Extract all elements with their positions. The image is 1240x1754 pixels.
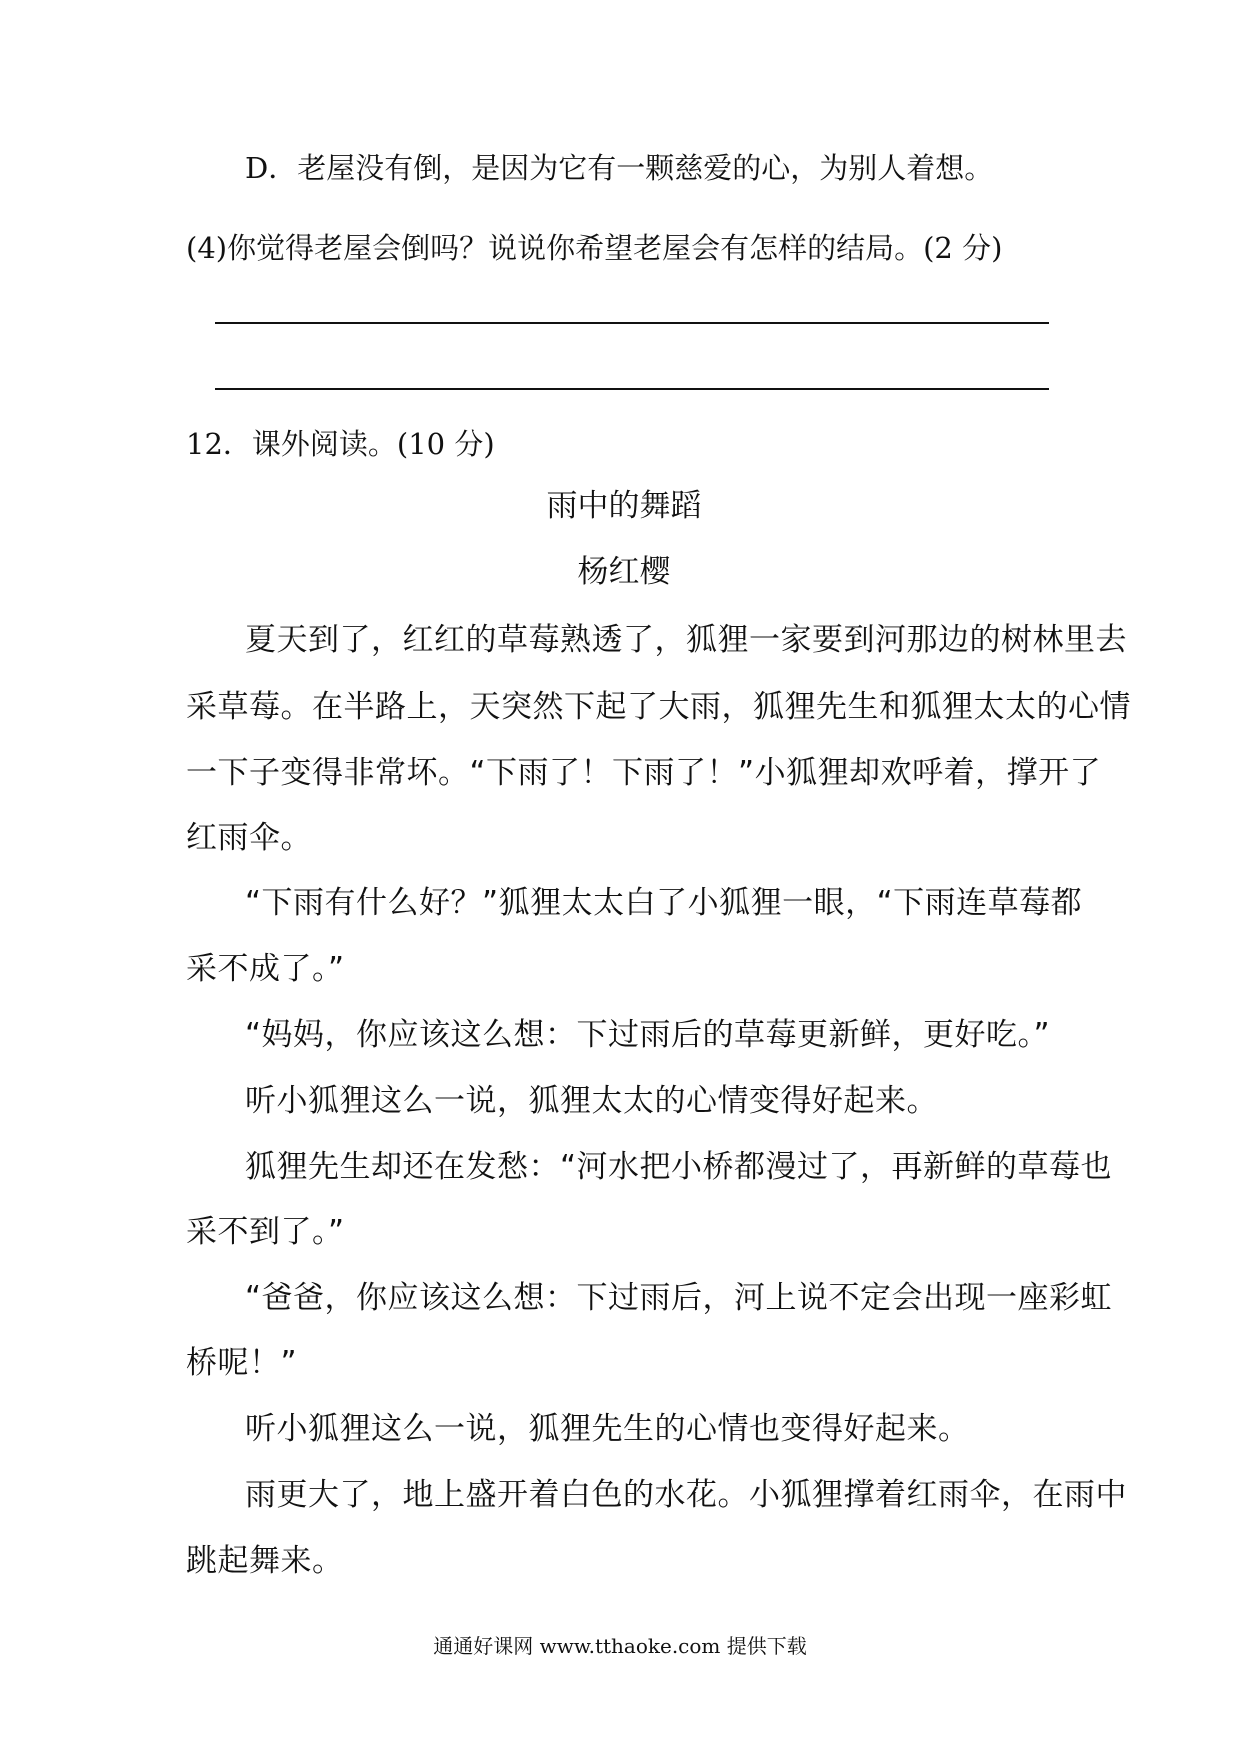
story-line: 狐狸先生却还在发愁：“河水把小桥都漫过了，再新鲜的草莓也 [245,1149,1113,1185]
story-line: 跳起舞来。 [186,1543,344,1579]
story-line: 红雨伞。 [186,820,312,856]
story-line: 听小狐狸这么一说，狐狸先生的心情也变得好起来。 [245,1411,970,1447]
story-line: 桥呢！” [186,1345,298,1381]
story-line: 一下子变得非常坏。“下雨了！下雨了！”小狐狸却欢呼着，撑开了 [186,755,1102,791]
story-line: 采草莓。在半路上，天突然下起了大雨，狐狸先生和狐狸太太的心情 [186,689,1131,725]
story-line: 采不到了。” [186,1214,345,1250]
option-d-text: D．老屋没有倒，是因为它有一颗慈爱的心，为别人着想。 [245,151,994,185]
story-line: 采不成了。” [186,951,345,987]
story-line: “妈妈，你应该这么想：下过雨后的草莓更新鲜，更好吃。” [245,1017,1051,1053]
sub-question-4: (4)你觉得老屋会倒吗？说说你希望老屋会有怎样的结局。(2 分) [186,231,1003,265]
answer-line-1 [215,322,1049,324]
story-author: 杨红樱 [577,554,671,590]
footer-download-credit: 通通好课网 www.tthaoke.com 提供下载 [433,1634,807,1658]
story-line: 夏天到了，红红的草莓熟透了，狐狸一家要到河那边的树林里去 [245,622,1127,658]
story-line: 雨更大了，地上盛开着白色的水花。小狐狸撑着红雨伞，在雨中 [245,1477,1127,1513]
story-line: “下雨有什么好？”狐狸太太白了小狐狸一眼，“下雨连草莓都 [245,885,1083,921]
story-line: “爸爸，你应该这么想：下过雨后，河上说不定会出现一座彩虹 [245,1280,1113,1316]
story-line: 听小狐狸这么一说，狐狸太太的心情变得好起来。 [245,1083,938,1119]
answer-line-2 [215,388,1049,390]
story-title: 雨中的舞蹈 [546,488,702,524]
question-12-heading: 12．课外阅读。(10 分) [186,427,495,461]
